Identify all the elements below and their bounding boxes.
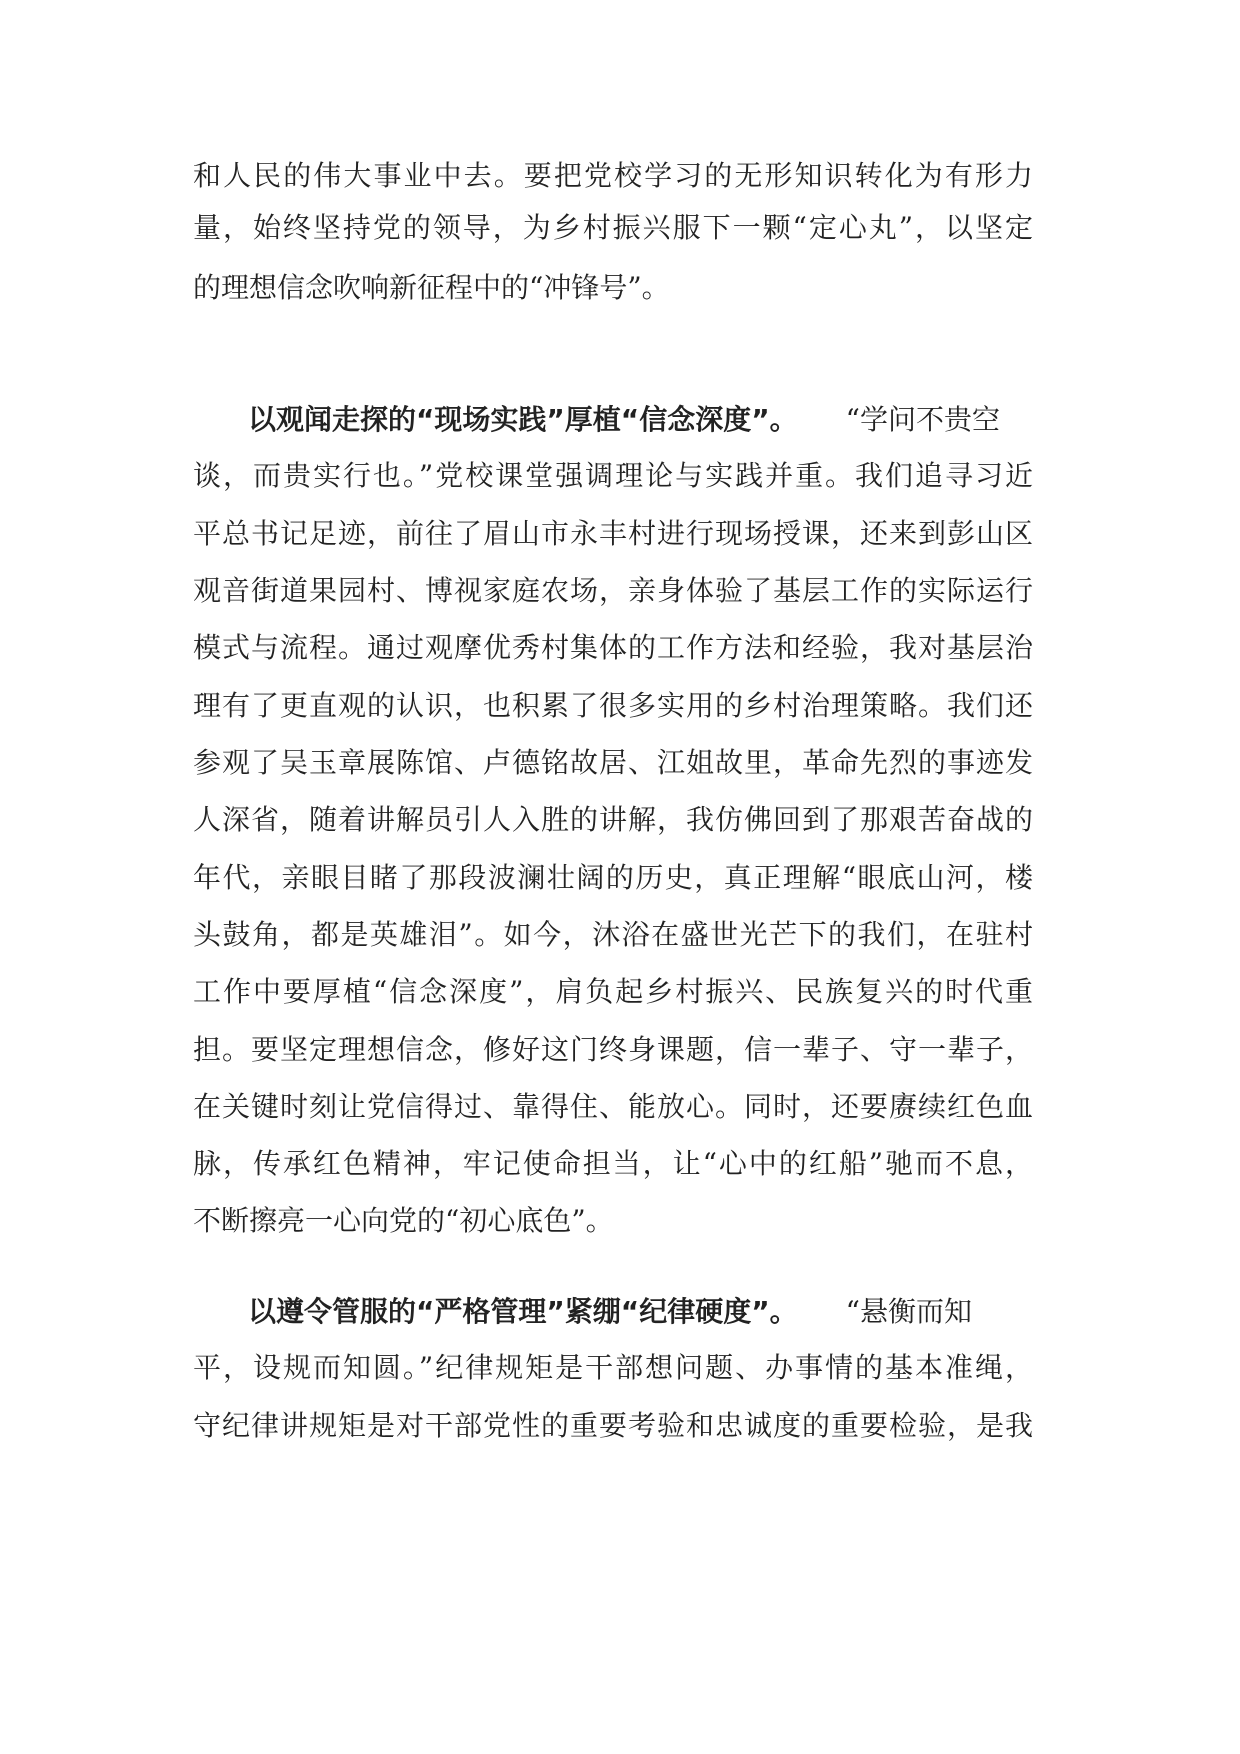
paragraph-1-line-1: 和人民的伟大事业中去。要把党校学习的无形知识转化为有形力 [193,159,1033,192]
paragraph-2-line-13: 在关键时刻让党信得过、靠得住、能放心。同时，还要赓续红色血 [193,1090,1033,1123]
paragraph-2-line-7: 参观了吴玉章展陈馆、卢德铭故居、江姐故里，革命先烈的事迹发 [193,746,1033,779]
paragraph-2-line-3: 平总书记足迹，前往了眉山市永丰村进行现场授课，还来到彭山区 [193,517,1033,550]
paragraph-1-line-2: 量，始终坚持党的领导，为乡村振兴服下一颗“定心丸”，以坚定 [193,211,1033,244]
paragraph-2-line-15: 不断擦亮一心向党的“初心底色”。 [193,1204,614,1237]
paragraph-2-line-2: 谈，而贵实行也。”党校课堂强调理论与实践并重。我们追寻习近 [193,459,1033,492]
paragraph-2-heading: 以观闻走探的“现场实践”厚植“信念深度”。 [248,403,798,436]
paragraph-3-line-1 [248,1290,1033,1334]
paragraph-1-line-3: 的理想信念吹响新征程中的“冲锋号”。 [193,271,670,304]
paragraph-2-line-14: 脉，传承红色精神，牢记使命担当，让“心中的红船”驰而不息， [193,1147,1033,1180]
paragraph-3-line-3: 守纪律讲规矩是对干部党性的重要考验和忠诚度的重要检验，是我 [193,1409,1033,1442]
paragraph-2-line-1 [248,398,1033,442]
paragraph-2-line-9: 年代，亲眼目睹了那段波澜壮阔的历史，真正理解“眼底山河，楼 [193,861,1033,894]
paragraph-2-line-11: 工作中要厚植“信念深度”，肩负起乡村振兴、民族复兴的时代重 [193,975,1033,1008]
paragraph-3-line-2: 平，设规而知圆。”纪律规矩是干部想问题、办事情的基本准绳， [193,1351,1033,1384]
paragraph-2-line-5: 模式与流程。通过观摩优秀村集体的工作方法和经验，我对基层治 [193,631,1033,664]
paragraph-2-line-12: 担。要坚定理想信念，修好这门终身课题，信一辈子、守一辈子， [193,1033,1033,1066]
paragraph-2-line-6: 理有了更直观的认识，也积累了很多实用的乡村治理策略。我们还 [193,689,1033,722]
paragraph-2-line-10: 头鼓角，都是英雄泪”。如今，沐浴在盛世光芒下的我们，在驻村 [193,918,1033,951]
paragraph-2-line-1-rest: “学问不贵空 [845,403,1000,436]
paragraph-2-line-4: 观音街道果园村、博视家庭农场，亲身体验了基层工作的实际运行 [193,574,1033,607]
paragraph-3-line-1-rest: “悬衡而知 [845,1295,972,1328]
paragraph-2-line-8: 人深省，随着讲解员引人入胜的讲解，我仿佛回到了那艰苦奋战的 [193,803,1033,836]
paragraph-3-heading: 以遵令管服的“严格管理”紧绷“纪律硬度”。 [248,1295,798,1328]
